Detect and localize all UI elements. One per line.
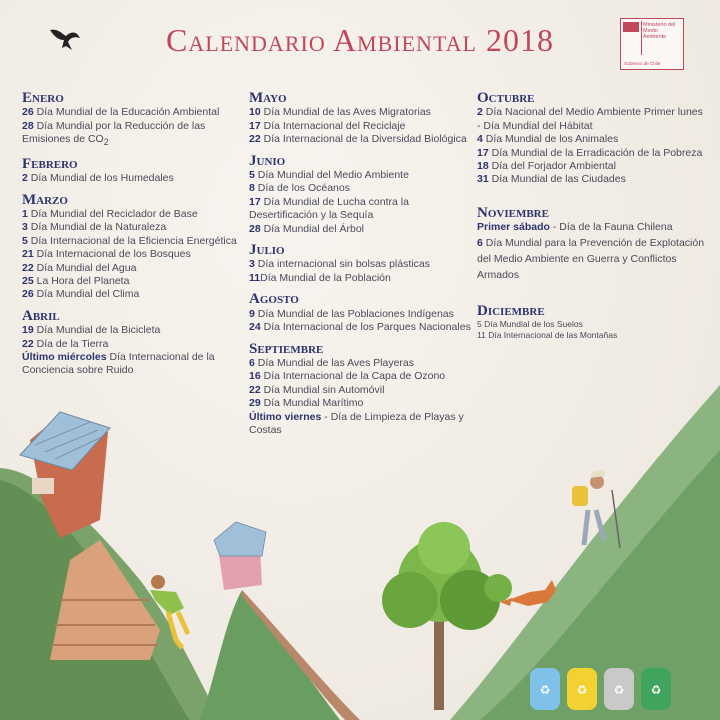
month-heading: Diciembre — [477, 302, 545, 319]
month-heading: Noviembre — [477, 204, 549, 221]
month-heading: Agosto — [249, 291, 299, 308]
event-item: 26 Día Mundial de la Educación Ambiental — [22, 106, 220, 119]
event-item: 3 Día Mundial de la Naturaleza — [22, 221, 167, 234]
column-right — [477, 92, 709, 340]
event-item: 29 Día Mundial Marítimo — [249, 397, 364, 410]
event-item: 17 Día Mundial de Lucha contra la Desertificación y la Sequía — [249, 195, 409, 222]
event-item: 28 Día Mundial del Árbol — [249, 222, 364, 235]
event-item: 11Día Mundial de la Población — [249, 271, 391, 284]
event-item: 17 Día Internacional del Reciclaje — [249, 119, 406, 132]
middle-hill — [200, 590, 340, 720]
event-item: Último viernes - Día de Limpieza de Playas y Costas — [249, 410, 464, 436]
event-item: 3 Día internacional sin bolsas plásticas — [249, 258, 430, 271]
svg-text:♻: ♻ — [650, 683, 662, 697]
event-item: 10 Día Mundial de las Aves Migratorias — [249, 106, 431, 119]
svg-text:♻: ♻ — [539, 683, 551, 697]
month-heading: Junio — [249, 152, 286, 169]
event-item: 6 Día Mundial para la Prevención de Explotación del Medio Ambiente en Guerra y Conflictos Armados — [477, 236, 705, 281]
month-heading: Abril — [22, 307, 60, 324]
ministry-logo — [620, 18, 684, 70]
month-heading: Mayo — [249, 90, 287, 106]
month-heading: Octubre — [477, 90, 535, 106]
event-item: 4 Día Mundial de los Animales — [477, 133, 619, 146]
month-heading: Marzo — [22, 191, 68, 208]
event-item: 5 Día Mundial de los Suelos — [477, 319, 583, 330]
event-item: 2 Día Mundial de los Humedales — [22, 172, 174, 185]
column-middle — [249, 92, 474, 437]
event-item: 22 Día Mundial sin Automóvil — [249, 383, 385, 396]
column-left — [22, 92, 244, 378]
event-item: 9 Día Mundial de las Poblaciones Indígenas — [249, 307, 454, 320]
event-item: 28 Día Mundial por la Reducción de las Emisiones de $CO_2$ — [22, 119, 206, 148]
svg-text:♻: ♻ — [613, 683, 625, 697]
event-item: 22 Día de la Tierra — [22, 337, 109, 350]
event-item: 16 Día Internacional de la Capa de Ozono — [249, 370, 446, 383]
event-item: 22 Día Mundial del Agua — [22, 261, 137, 274]
event-item: 31 Día Mundial de las Ciudades — [477, 173, 626, 186]
month-heading: Enero — [22, 90, 64, 106]
event-item: 5 Día Internacional de la Eficiencia Energética — [22, 234, 237, 247]
event-item: 6 Día Mundial de las Aves Playeras — [249, 356, 414, 369]
event-item: 1 Día Mundial del Reciclador de Base — [22, 207, 198, 220]
event-item: 25 La Hora del Planeta — [22, 274, 130, 287]
event-item: 8 Día de los Océanos — [249, 182, 350, 195]
month-heading: Septiembre — [249, 340, 324, 357]
event-item: Último miércoles Día Internacional de la Conciencia sobre Ruido — [22, 351, 215, 377]
event-item: Primer sábado - Día de la Fauna Chilena — [477, 221, 673, 234]
logo-text-ministry: Ministerio del Medio Ambiente — [643, 22, 676, 40]
event-item: 19 Día Mundial de la Bicicleta — [22, 324, 161, 337]
event-item: 21 Día Internacional de los Bosques — [22, 248, 191, 261]
pink-house — [214, 522, 266, 590]
month-heading: Julio — [249, 242, 285, 259]
event-item: 5 Día Mundial del Medio Ambiente — [249, 169, 409, 182]
event-item: 22 Día Internacional de la Diversidad Biológica — [249, 133, 467, 146]
page-title: Calendario Ambiental 2018 — [166, 22, 554, 58]
event-item: 17 Día Mundial de la Erradicación de la Pobreza — [477, 146, 703, 159]
svg-text:♻: ♻ — [576, 683, 588, 697]
event-item: 18 Día del Forjador Ambiental — [477, 160, 616, 173]
logo-text-government: Gobierno de Chile — [624, 61, 661, 66]
flag-icon — [623, 22, 639, 32]
event-item: 2 Día Nacional del Medio Ambiente Primer lunes - Día Mundial del Hábitat — [477, 106, 703, 132]
event-item: 26 Día Mundial del Clima — [22, 288, 140, 301]
event-item: 24 Día Internacional de los Parques Nacionales — [249, 321, 471, 334]
month-heading: Febrero — [22, 155, 78, 172]
event-item: 11 Día Internacional de las Montañas — [477, 329, 618, 340]
